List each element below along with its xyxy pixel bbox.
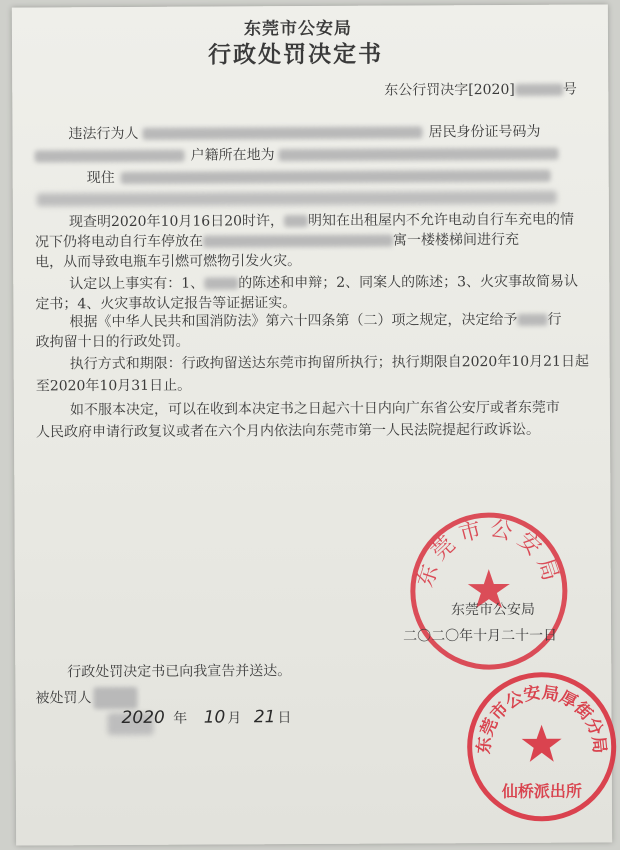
facts-text-2b: 寓一楼楼梯间进行充 xyxy=(392,231,520,249)
receipt-date xyxy=(121,708,291,728)
issuer-heading: 东莞市公安局 xyxy=(243,18,352,40)
decision-document xyxy=(12,4,612,845)
redacted-doc-number xyxy=(515,84,563,96)
police-station-seal xyxy=(463,668,620,825)
doc-number-suffix: 号 xyxy=(562,81,577,98)
station-seal-text: 东莞市公安局厚街分局 xyxy=(474,683,610,755)
receipt-notice: 行政处罚决定书已向我宣告并送达。 xyxy=(67,663,292,681)
id-label: 居民身份证号码为 xyxy=(428,123,541,141)
year-char: 年 xyxy=(173,710,188,727)
redacted-signature xyxy=(93,687,137,709)
redacted-name-2 xyxy=(204,277,238,289)
facts-text-2a: 况下仍将电动自行车停放在 xyxy=(34,233,204,251)
recipient-label: 被处罚人 xyxy=(35,690,92,707)
law-text-1b: 行 xyxy=(547,311,562,328)
execution-line-2: 至2020年10月31日止。 xyxy=(35,377,192,395)
law-line-2: 政拘留十日的行政处罚。 xyxy=(35,333,190,351)
redacted-name xyxy=(284,215,308,227)
facts-line-3: 电，从而导致电瓶车引燃可燃物引发火灾。 xyxy=(35,253,302,271)
facts-text-1a: 现查明2020年10月16日20时许， xyxy=(68,213,285,231)
evidence-text-1b: 的陈述和申辩；2、同案人的陈述；3、火灾事故简易认 xyxy=(238,273,579,292)
redacted-name-3 xyxy=(517,314,547,326)
station-name: 仙桥派出所 xyxy=(501,781,582,802)
signoff-org: 东莞市公安局 xyxy=(450,601,536,619)
offender-line xyxy=(68,123,540,143)
seal-text: 东莞市公安局 xyxy=(413,516,565,591)
evidence-line-2: 定书；4、火灾事故认定报告等证据证实。 xyxy=(35,295,297,313)
redacted-id-number xyxy=(35,150,185,163)
redacted-offender-info xyxy=(142,126,422,139)
redacted-household xyxy=(279,148,559,161)
current-address-line xyxy=(87,167,551,187)
redacted-current-address xyxy=(121,170,551,184)
handwritten-day: 21 xyxy=(253,707,276,728)
public-security-seal xyxy=(404,507,573,676)
month-char: 月 xyxy=(227,710,242,727)
redacted-extra-line xyxy=(37,191,557,207)
law-line-1 xyxy=(69,311,561,332)
household-line xyxy=(35,145,559,166)
redacted-location xyxy=(203,235,393,248)
appeal-line-1: 如不服本决定，可以在收到本决定书之日起六十日内向广东省公安厅或者东莞市 xyxy=(69,399,560,419)
signoff-date: 二〇二〇年十月二十一日 xyxy=(403,627,558,645)
recipient-line xyxy=(35,687,137,710)
document-title: 行政处罚决定书 xyxy=(207,40,384,69)
document-number xyxy=(384,81,577,100)
offender-label: 违法行为人 xyxy=(68,125,139,143)
appeal-line-2: 人民政府申请行政复议或者在六个月内依法向东莞市第一人民法院提起行政诉讼。 xyxy=(35,421,541,441)
household-label: 户籍所在地为 xyxy=(190,147,275,164)
facts-line-1 xyxy=(69,211,574,232)
handwritten-month: 10 xyxy=(203,707,226,728)
current-label: 现住 xyxy=(86,170,115,187)
execution-line-1: 执行方式和期限：行政拘留送达东莞市拘留所执行；执行期限自2020年10月21日起 xyxy=(69,353,589,373)
law-text-1a: 根据《中华人民共和国消防法》第六十四条第（二）项之规定，决定给予 xyxy=(69,311,518,331)
facts-text-1b: 明知在出租屋内不允许电动自行车充电的情 xyxy=(307,211,575,230)
day-char: 日 xyxy=(277,710,292,727)
evidence-text-1a: 认定以上事实有：1、 xyxy=(69,275,205,293)
handwritten-year: 2020 xyxy=(121,707,165,729)
evidence-line-1 xyxy=(69,273,578,294)
doc-number-prefix: 东公行罚决字[2020] xyxy=(384,81,515,99)
facts-line-2 xyxy=(35,231,519,252)
